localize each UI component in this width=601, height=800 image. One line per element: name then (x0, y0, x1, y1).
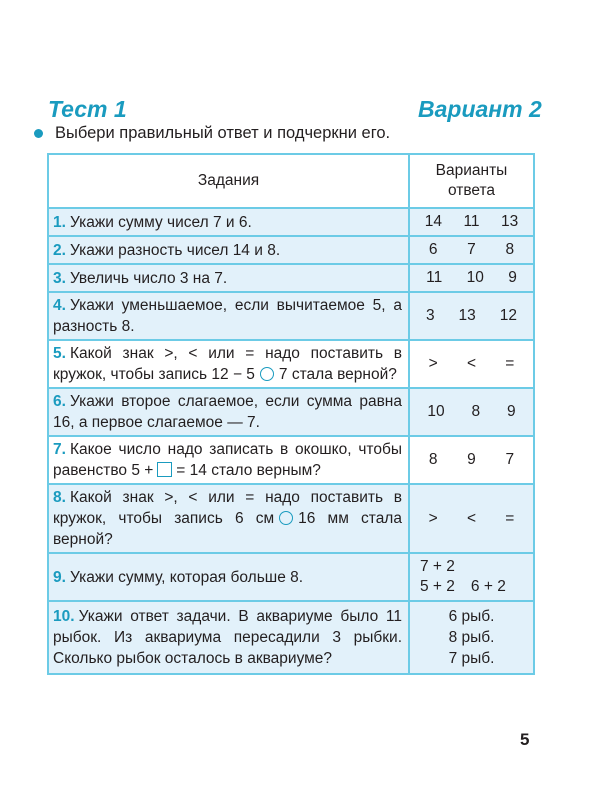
bullet-dot-icon (34, 129, 43, 138)
task-cell-5 (48, 340, 409, 388)
answer-option[interactable]: > (428, 509, 438, 527)
answer-option[interactable]: 9 (506, 403, 516, 420)
task-text-part-b: = 14 стало верным? (176, 462, 321, 479)
table-header-row (48, 154, 534, 208)
task-row-6 (48, 388, 534, 436)
answer-option[interactable]: 8 (428, 451, 438, 468)
answer-option[interactable]: 11 (463, 213, 480, 230)
answer-option[interactable]: 3 (425, 307, 435, 324)
task-row-9 (48, 553, 534, 601)
answer-option[interactable]: 9 (508, 269, 517, 286)
task-number: 2. (53, 241, 66, 259)
task-number: 6. (53, 393, 66, 410)
task-text: Укажи сумму, которая больше 8. (69, 568, 304, 586)
answer-option[interactable]: 8 (505, 241, 515, 258)
task-text-part-a: Какой знак >, < или = надо поставить в кружок, чтобы запись 12 − 5 (53, 345, 402, 383)
task-text: Укажи сумму чисел 7 и 6. (69, 213, 252, 231)
answer-option[interactable]: 8 рыб. (448, 629, 495, 646)
options-cell-1 (409, 208, 534, 236)
task-number: 9. (53, 568, 66, 586)
options-cell-4 (409, 292, 534, 340)
task-cell-6 (48, 388, 409, 436)
task-cell-3 (48, 264, 409, 292)
task-number: 10. (53, 608, 75, 625)
task-cell-9 (48, 553, 409, 601)
task-number: 8. (53, 489, 66, 506)
task-text-part-a: Какое число надо записать в окошко, чтобы равенство 5 + (53, 441, 402, 479)
variant-title: Вариант 2 (418, 96, 542, 122)
task-cell-8 (48, 484, 409, 553)
task-text: Увеличь число 3 на 7. (69, 269, 228, 287)
answer-option[interactable]: < (466, 509, 477, 527)
task-number: 1. (53, 213, 66, 231)
task-text: Укажи ответ задачи. В аквариуме было 11 рыбок. Из аквариума пересадили 3 рыбки. Сколько рыбок осталось в аквариуме? (53, 608, 402, 667)
task-row-8 (48, 484, 534, 553)
task-row-2 (48, 236, 534, 264)
task-row-4 (48, 292, 534, 340)
test-title: Тест 1 (48, 96, 127, 122)
answer-option[interactable]: 5 + 2 (420, 578, 455, 595)
instruction (32, 124, 390, 143)
options-cell-2 (409, 236, 534, 264)
task-text: Укажи уменьшаемое, если вычитаемое 5, а разность 8. (53, 297, 402, 335)
page-number: 5 (520, 730, 530, 749)
answer-option[interactable]: 7 + 2 (420, 558, 455, 575)
task-row-7 (48, 436, 534, 484)
task-cell-10 (48, 601, 409, 674)
answer-option[interactable]: = (505, 509, 515, 527)
instruction-text: Выбери правильный ответ и подчеркни его. (55, 124, 391, 142)
test-table (47, 153, 535, 675)
empty-square-icon (157, 462, 172, 477)
options-cell-10 (409, 601, 534, 674)
answer-option[interactable]: 10 (427, 403, 445, 420)
options-cell-6 (409, 388, 534, 436)
task-text: Укажи второе слагаемое, если сумма равна 16, а первое слагаемое — 7. (53, 393, 402, 431)
task-row-3 (48, 264, 534, 292)
answer-option[interactable]: 10 (466, 269, 484, 286)
task-cell-4 (48, 292, 409, 340)
answer-option[interactable]: 13 (501, 213, 519, 230)
options-column-header (409, 154, 534, 208)
options-header-line1: Варианты (435, 162, 508, 179)
answer-option[interactable]: 6 + 2 (470, 578, 506, 595)
task-cell-7 (48, 436, 409, 484)
task-number: 3. (53, 269, 66, 287)
answer-option[interactable]: 7 (467, 241, 476, 258)
task-number: 5. (53, 345, 66, 362)
answer-option[interactable]: 9 (467, 451, 476, 468)
task-text-part-a: Какой знак >, < или = надо поставить в кружок, чтобы запись 6 см (53, 489, 402, 527)
options-cell-3 (409, 264, 534, 292)
task-row-10 (48, 601, 534, 674)
answer-option[interactable]: 13 (458, 307, 476, 324)
options-header-line2: ответа (447, 182, 496, 199)
task-cell-1 (48, 208, 409, 236)
task-text-part-b: 16 мм стала верной? (53, 510, 402, 548)
options-cell-5 (409, 340, 534, 388)
answer-option[interactable]: < (466, 355, 477, 372)
options-cell-8 (409, 484, 534, 553)
task-row-5 (48, 340, 534, 388)
empty-circle-icon (279, 511, 293, 525)
answer-option[interactable]: 8 (471, 403, 481, 420)
options-cell-7 (409, 436, 534, 484)
answer-option[interactable]: 11 (426, 269, 443, 286)
answer-option[interactable]: 12 (499, 307, 517, 324)
task-text-part-b: 7 стала верной? (278, 366, 397, 383)
options-cell-9 (409, 553, 534, 601)
task-row-1 (48, 208, 534, 236)
answer-option[interactable]: 6 рыб. (448, 608, 495, 625)
tasks-column-header: Задания (48, 154, 409, 208)
answer-option[interactable]: 7 рыб. (448, 650, 495, 667)
task-number: 4. (53, 297, 66, 314)
answer-option[interactable]: 6 (428, 241, 438, 258)
task-text: Укажи разность чисел 14 и 8. (69, 241, 281, 259)
task-cell-2 (48, 236, 409, 264)
task-number: 7. (53, 441, 66, 458)
empty-circle-icon (260, 367, 274, 381)
answer-option[interactable]: = (505, 355, 515, 372)
answer-option[interactable]: 7 (505, 451, 515, 468)
answer-option[interactable]: > (428, 355, 438, 372)
answer-option[interactable]: 14 (424, 213, 442, 230)
